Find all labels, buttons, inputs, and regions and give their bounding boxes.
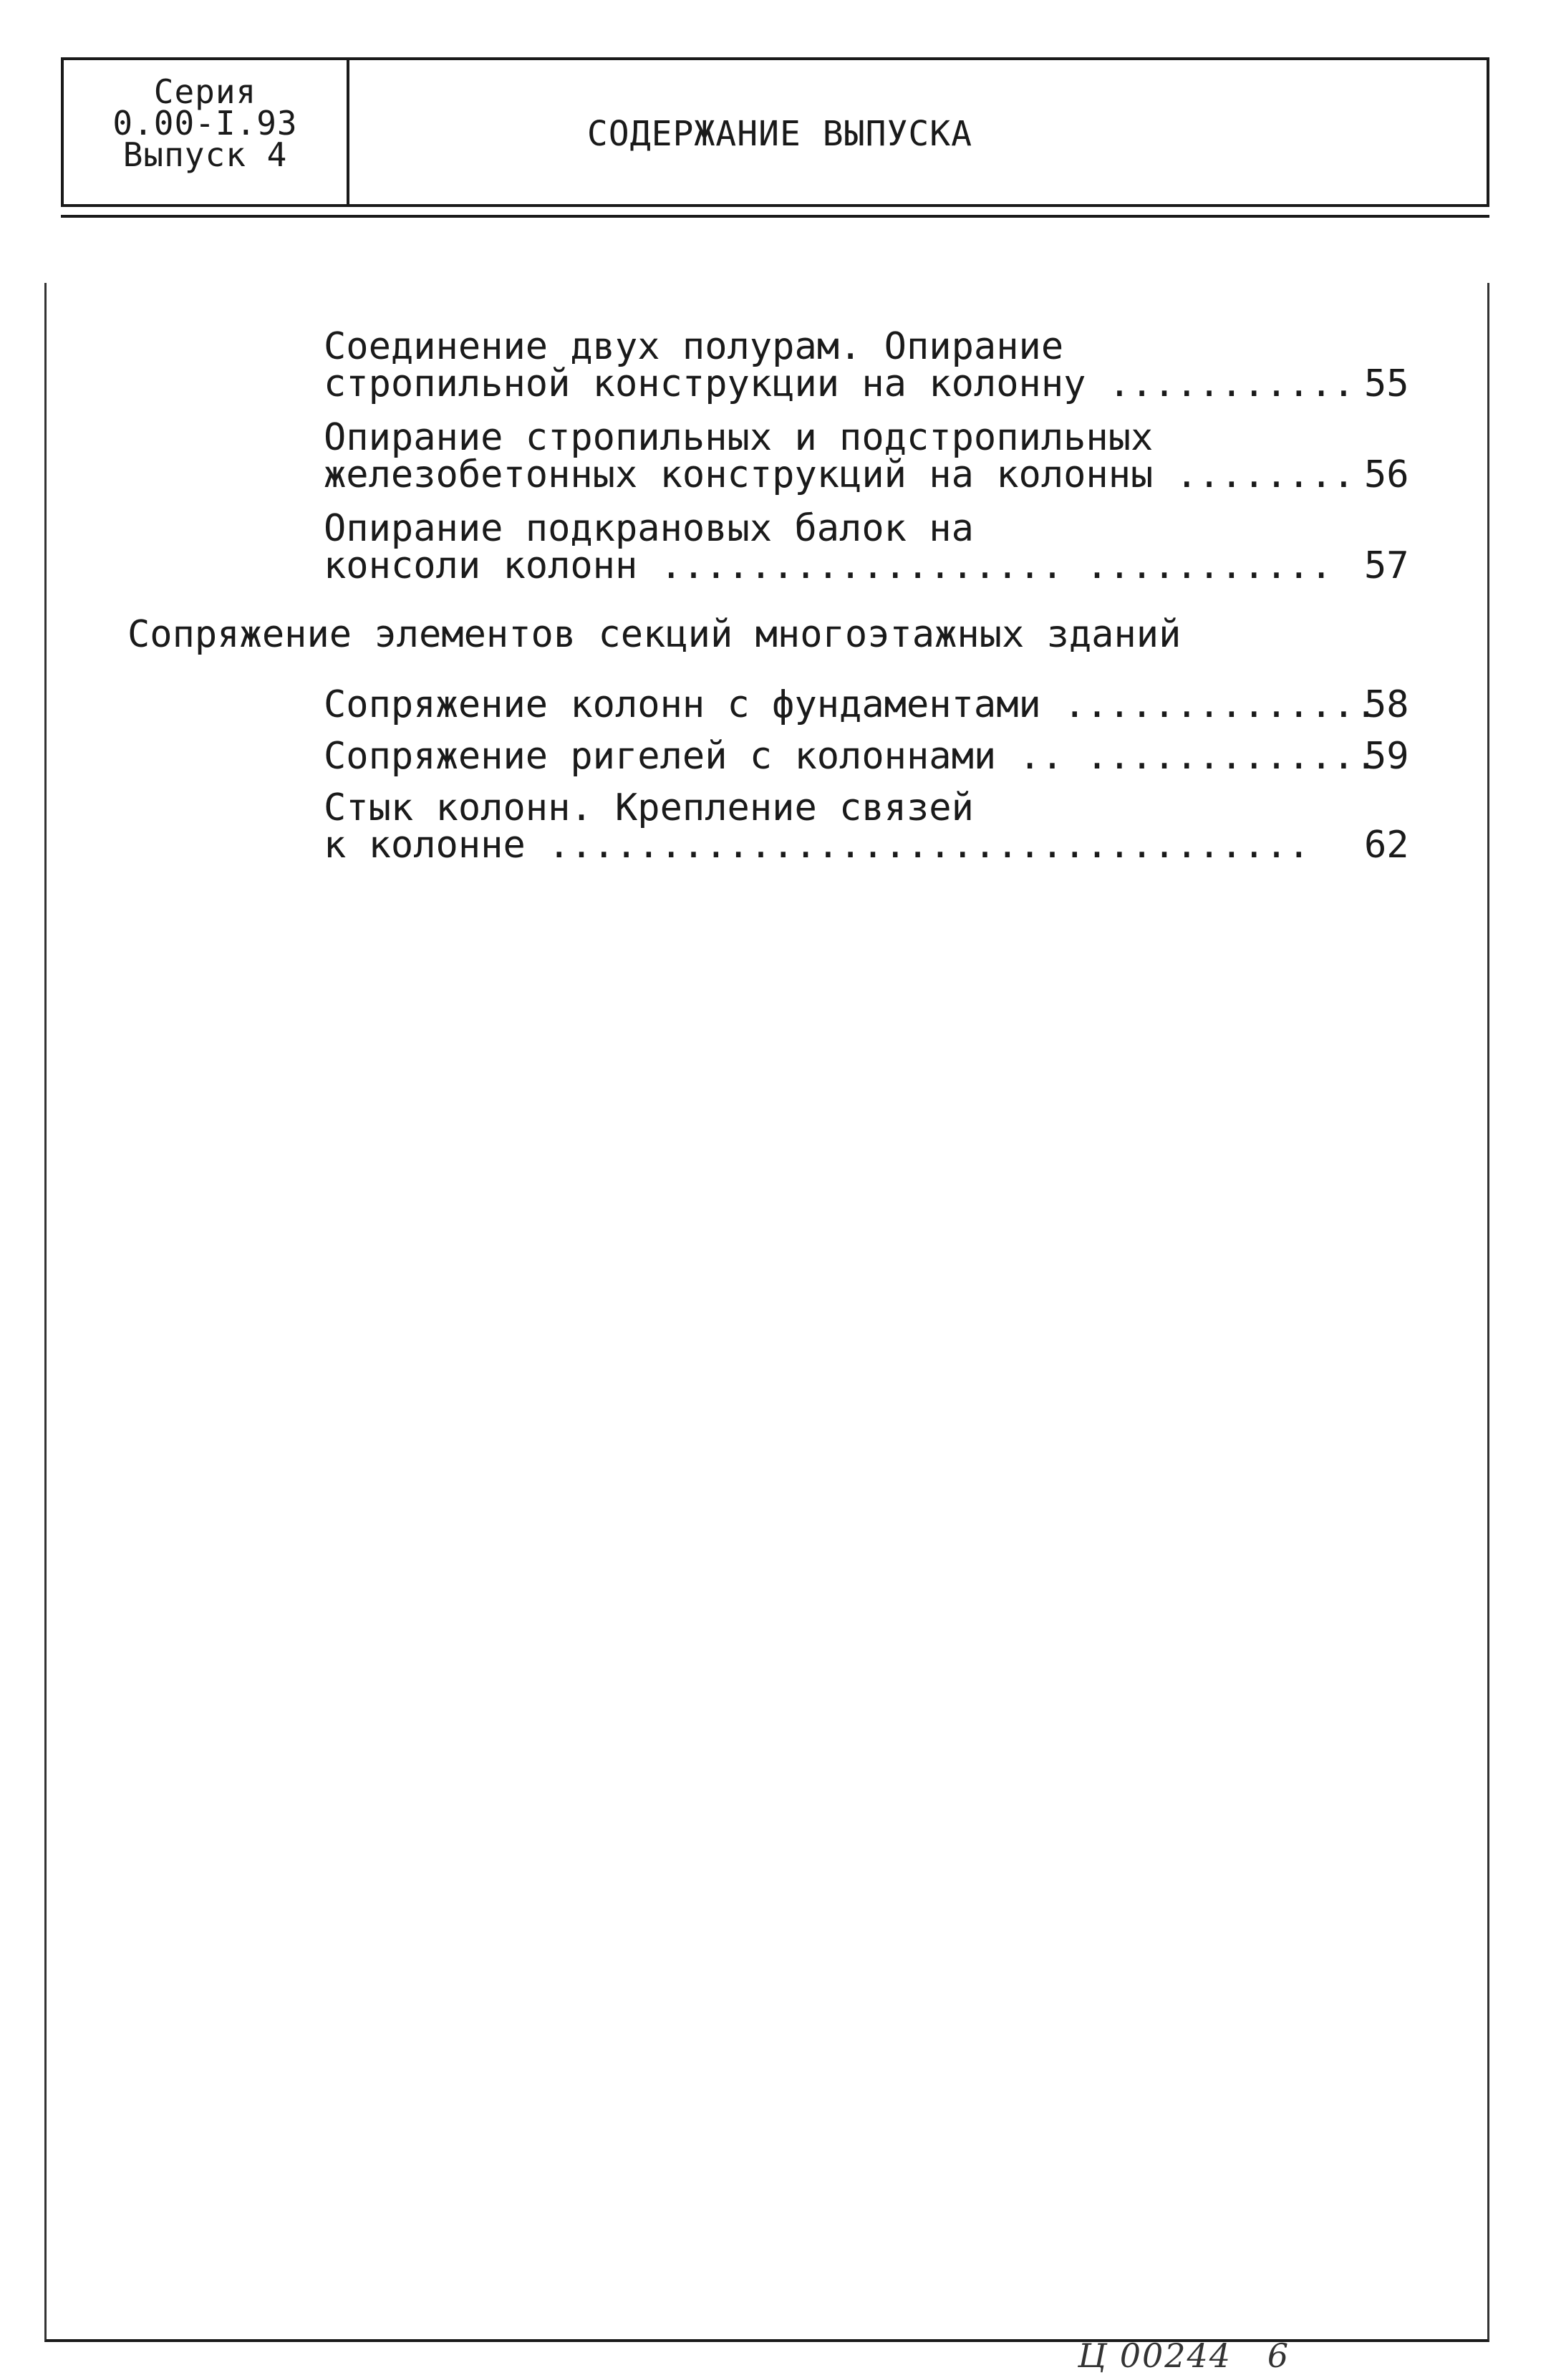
toc-page-number: 58 [1364, 683, 1409, 726]
toc-entry-line: Сопряжение ригелей с колоннами .. ............. [324, 735, 1378, 778]
toc-entry-line: Сопряжение колонн с фундаментами .............. [324, 683, 1378, 726]
series-code: 0.00-I.93 [112, 104, 298, 143]
issue-number: Выпуск 4 [122, 135, 288, 174]
toc-entry-line: железобетонных конструкций на колонны ........ [324, 453, 1356, 496]
toc-entry-line: Опирание подкрановых балок на [324, 507, 974, 550]
toc-page-number: 59 [1364, 735, 1409, 778]
content-frame [44, 283, 1489, 2342]
toc-entry [324, 507, 1333, 587]
toc-entry-line: стропильной конструкции на колонну ........... [324, 362, 1356, 405]
header-rule-top [61, 204, 1489, 207]
toc-entry-line: Соединение двух полурам. Опирание [324, 325, 1064, 368]
toc-page-number: 56 [1364, 453, 1409, 496]
series-info [64, 72, 347, 174]
toc-entry-line: Опирание стропильных и подстропильных [324, 416, 1154, 459]
toc-page-number: 57 [1364, 544, 1409, 587]
toc-page-number: 62 [1364, 824, 1409, 867]
toc-entry [324, 683, 1378, 726]
series-label: Серия [153, 72, 257, 111]
toc-entry-line: Стык колонн. Крепление связей [324, 786, 974, 829]
toc-entry-line: консоли колонн .................. ........... [324, 544, 1333, 587]
page-title: СОДЕРЖАНИЕ ВЫПУСКА [586, 113, 973, 154]
toc-entry-line: к колонне .................................. [324, 824, 1310, 867]
title-block [61, 57, 1489, 204]
header-rule-bottom [61, 215, 1489, 218]
toc-entry [324, 735, 1378, 778]
toc-page-number: 55 [1364, 362, 1409, 405]
toc-entry [324, 325, 1356, 405]
toc-entry [324, 786, 1310, 867]
header-divider [347, 60, 349, 204]
section-heading: Сопряжение элементов секций многоэтажных зданий [127, 613, 1182, 656]
archive-stamp: Ц 00244 6 [1078, 2336, 1290, 2375]
toc-entry [324, 416, 1356, 496]
